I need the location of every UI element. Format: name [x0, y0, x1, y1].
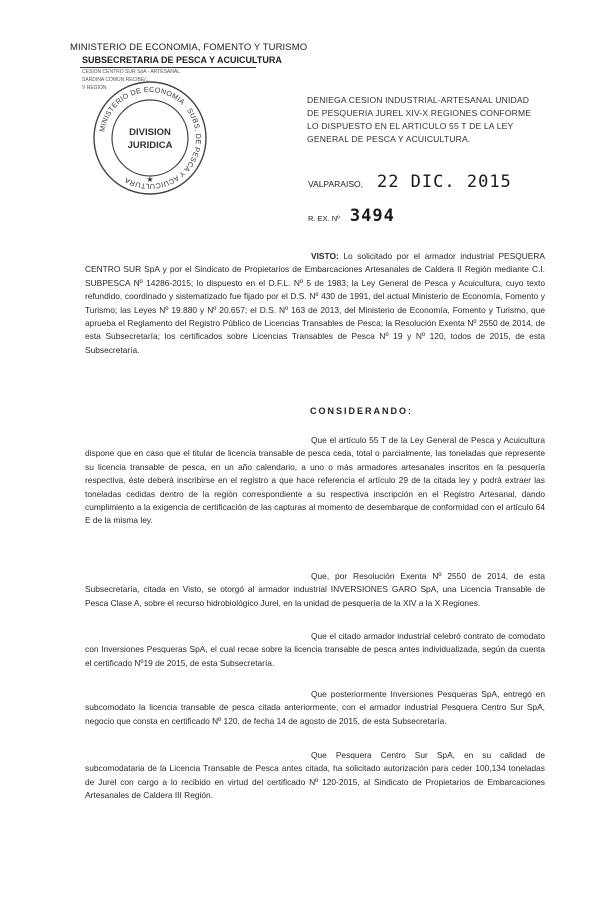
- resolution-number: [308, 206, 395, 226]
- paragraph-text: subcomodataria de la Licencia Transable de Pesca antes citada, ha solicitado autorización para ceder 100,134 toneladas de Jurel con cargo a lo recibido en virtud del certificado Nº 120-2015, al Sindicato de Propietarios de Embarcaciones Artesanales de Caldera III Región.: [85, 763, 545, 801]
- visto-label: VISTO:: [311, 251, 339, 261]
- stamp-ring-text: MINISTERIO DE ECONOMIA · SUBS. DE PESCA Y ACUICULTURA: [97, 84, 204, 192]
- paragraph-text: esta Subsecretaría, citada en Visto, se otorgó al armador industrial INVERSIONES GARO SpA, una Licencia Transable de Pesca Clase A, sobre el recurso hidrobiológico Jurel, en la unidad de pesquería de la XIV a la X Regiones.: [85, 571, 546, 608]
- paragraph-lead: Que Pesquera Centro Sur SpA, en su calidad de: [311, 750, 545, 760]
- visto-text: Lo solicitado por el armador industrial PESQUERA CENTRO SUR SpA y por el Sindicato de Propietarios de Embarcaciones Artesanales de Caldera II Región mediante C.I. SUBPESCA Nº 14286-2015; lo dispuesto en el D.F.L. Nº 5 de 1983; la Ley General de Pesca y Acuicultura, cuyo texto refundido, coordinado y sistematizado fue fijado por el D.S. Nº 430 de 1991, del actual Ministerio de Economía, Fomento y Turismo; las Leyes Nº 19.880 y Nº 20.657; el D.S. Nº 163 de 2013, del Ministerio de Economía, Fomento y Turismo, que aprueba el Reglamento del Registro Público de Licencias Transables de Pesca; la Resolución Exenta Nº 2550 de 2014, de esta Subsecretaría; los certificados sobre Licencias Transables de Pesca Nº 19 y Nº 120, todos de 2015, de esta Subsecretaría.: [85, 251, 545, 355]
- paragraph-text: entregó en subcomodato la licencia transable de pesca citada anteriormente, con el armador industrial Pesquera Centro Sur SpA, negocio que consta en certificado Nº 120, de fecha 14 de agosto de 2015, de esta Subsecretaría.: [85, 689, 546, 726]
- reference-line-3: V REGION: [82, 85, 107, 91]
- place: VALPARAISO,: [308, 179, 363, 189]
- considerando-heading: CONSIDERANDO:: [310, 406, 414, 416]
- considerando-paragraph-4: [85, 688, 545, 728]
- paragraph-lead: Que posteriormente Inversiones Pesqueras SpA,: [311, 689, 500, 699]
- considerando-paragraph-1: [85, 434, 545, 528]
- resolution-subject: DENIEGA CESION INDUSTRIAL-ARTESANAL UNIDAD DE PESQUERIA JUREL XIV-X REGIONES CONFORME LO DISPUESTO EN EL ARTICULO 55 T DE LA LEY GENERAL DE PESCA Y ACUICULTURA.: [307, 95, 532, 144]
- stamp-star-icon: ★: [146, 175, 154, 184]
- place-and-date: [308, 172, 512, 192]
- stamp-center-line-2: JURIDICA: [127, 140, 173, 151]
- visto-paragraph: [85, 250, 545, 357]
- subsecretaria-name: SUBSECRETARIA DE PESCA Y ACUICULTURA: [82, 55, 282, 65]
- paragraph-text: de comodato con Inversiones Pesqueras SpA, el cual recae sobre la licencia transable de pesca antes individualizada, según da cuenta el certificado Nº19 de 2015, de esta Subsecretaría.: [85, 631, 546, 668]
- considerando-paragraph-5: [85, 749, 545, 803]
- ministry-name: MINISTERIO DE ECONOMIA, FOMENTO Y TURISMO: [70, 42, 308, 53]
- division-juridica-stamp: [90, 78, 210, 198]
- considerando-paragraph-3: [85, 630, 545, 670]
- rex-label: R. EX. Nº: [308, 214, 340, 223]
- considerando-paragraph-2: [85, 570, 545, 610]
- paragraph-lead: Que, por Resolución Exenta Nº 2550 de 2014, de: [311, 571, 524, 581]
- paragraph-text: Acuicultura dispone que en caso que el titular de licencia transable de pesca ceda, total o parcialmente, las toneladas que represente su licencia transable de pesca, en un año calendario, a uno o más armadores artesanales inscritos en la pesquería respectiva, éste deberá inscribirse en el registro a que hace referencia el artículo 29 de la citada ley y podrá extraer las toneladas cedidas dentro de la región correspondiente a su respectiva inscripción en el Registro Artesanal, dando cumplimiento a la exigencia de certificación de las capturas al momento de desembarque de conformidad con el artículo 64 E de la misma ley.: [85, 435, 545, 526]
- handwritten-date: 22 DIC. 2015: [376, 172, 512, 192]
- paragraph-lead: Que el artículo 55 T de la Ley General de Pesca y: [311, 435, 502, 445]
- paragraph-lead: Que el citado armador industrial celebró contrato: [311, 631, 494, 641]
- stamp-center-line-1: DIVISION: [129, 127, 171, 138]
- reference-line-2: SARDINA COMUN RECIBE/...: [82, 77, 150, 83]
- rex-number: 3494: [349, 206, 395, 226]
- reference-line-1: CESION CENTRO SUR SpA - ARTESANAL: [82, 69, 180, 75]
